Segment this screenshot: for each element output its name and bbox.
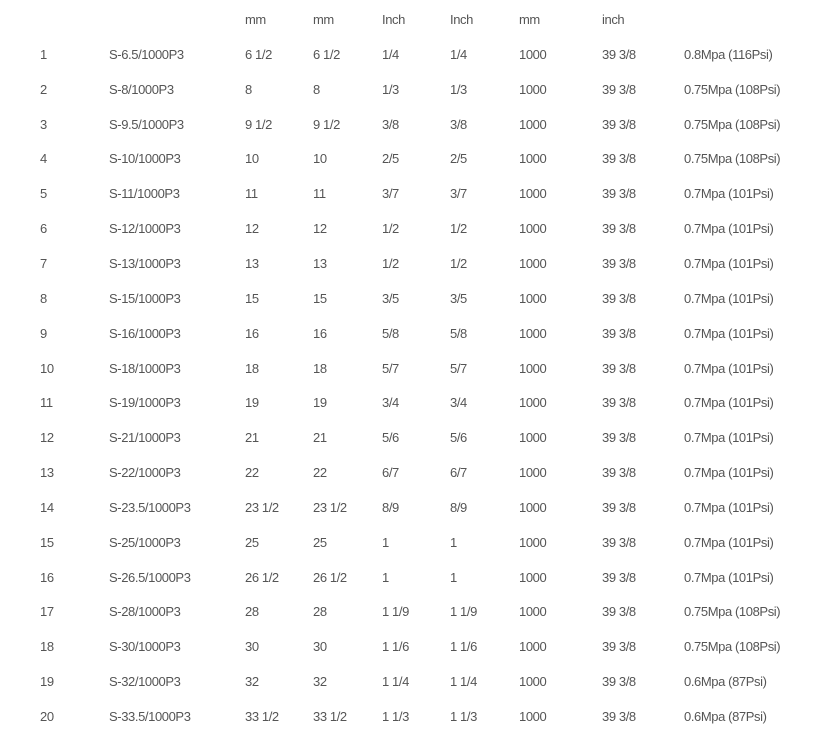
cell-row-number: 9	[40, 325, 47, 341]
cell-length-inch: 39 3/8	[602, 465, 636, 481]
cell-inner-diameter-mm: 12	[245, 221, 259, 237]
cell-inner-diameter-inch: 1 1/3	[382, 709, 409, 724]
cell-inner-diameter-inch-2: 1/3	[450, 81, 467, 97]
cell-row-number: 2	[40, 81, 47, 97]
cell-length-mm: 1000	[519, 534, 547, 550]
table-row	[0, 699, 816, 734]
cell-inner-diameter-mm-2: 11	[313, 186, 326, 202]
cell-model: S-26.5/1000P3	[109, 569, 191, 585]
cell-inner-diameter-mm: 9 1/2	[245, 116, 272, 132]
cell-inner-diameter-mm-2: 22	[313, 465, 327, 481]
cell-model: S-11/1000P3	[109, 186, 180, 202]
cell-length-inch: 39 3/8	[602, 430, 636, 446]
cell-row-number: 6	[40, 221, 47, 237]
cell-length-inch: 39 3/8	[602, 674, 636, 690]
table-row	[0, 525, 816, 560]
cell-inner-diameter-mm: 19	[245, 395, 259, 411]
table-row	[0, 664, 816, 699]
cell-length-inch: 39 3/8	[602, 81, 636, 97]
cell-length-inch: 39 3/8	[602, 360, 636, 376]
header-length-mm: mm	[519, 12, 540, 27]
cell-length-mm: 1000	[519, 430, 547, 446]
cell-inner-diameter-inch: 3/8	[382, 116, 399, 132]
table-row	[0, 351, 816, 386]
cell-inner-diameter-inch: 1 1/9	[382, 604, 409, 620]
cell-length-mm: 1000	[519, 81, 547, 97]
cell-inner-diameter-inch: 1/3	[382, 81, 399, 97]
cell-working-pressure: 0.7Mpa (101Psi)	[684, 534, 774, 550]
cell-model: S-15/1000P3	[109, 290, 181, 306]
cell-length-inch: 39 3/8	[602, 534, 636, 550]
cell-working-pressure: 0.7Mpa (101Psi)	[684, 569, 774, 585]
cell-inner-diameter-inch-2: 3/4	[450, 395, 467, 411]
cell-inner-diameter-mm: 28	[245, 604, 259, 620]
cell-inner-diameter-mm-2: 9 1/2	[313, 116, 340, 132]
cell-working-pressure: 0.75Mpa (108Psi)	[684, 116, 781, 132]
cell-inner-diameter-mm: 21	[245, 430, 259, 446]
cell-length-inch: 39 3/8	[602, 186, 636, 202]
cell-model: S-12/1000P3	[109, 221, 181, 237]
cell-inner-diameter-mm-2: 23 1/2	[313, 499, 347, 515]
cell-inner-diameter-mm-2: 12	[313, 221, 327, 237]
cell-row-number: 14	[40, 499, 54, 515]
cell-inner-diameter-inch-2: 1 1/6	[450, 639, 477, 655]
table-row	[0, 246, 816, 281]
cell-inner-diameter-mm: 32	[245, 674, 259, 690]
cell-inner-diameter-mm: 15	[245, 290, 259, 306]
cell-inner-diameter-inch: 3/5	[382, 290, 399, 306]
cell-model: S-10/1000P3	[109, 151, 181, 167]
cell-inner-diameter-inch-2: 3/7	[450, 186, 467, 202]
cell-row-number: 20	[40, 709, 54, 724]
header-inner-diameter-mm: mm	[245, 12, 266, 27]
cell-inner-diameter-mm-2: 13	[313, 255, 327, 271]
cell-inner-diameter-mm: 16	[245, 325, 259, 341]
cell-row-number: 12	[40, 430, 54, 446]
cell-inner-diameter-mm-2: 10	[313, 151, 327, 167]
cell-inner-diameter-inch-2: 5/8	[450, 325, 467, 341]
header-inner-diameter-inch-2: Inch	[450, 12, 473, 27]
header-inner-diameter-mm-2: mm	[313, 12, 334, 27]
cell-inner-diameter-inch-2: 1 1/9	[450, 604, 477, 620]
cell-model: S-21/1000P3	[109, 430, 181, 446]
cell-length-mm: 1000	[519, 604, 547, 620]
table-row	[0, 211, 816, 246]
cell-working-pressure: 0.6Mpa (87Psi)	[684, 709, 767, 724]
cell-inner-diameter-mm: 33 1/2	[245, 709, 279, 724]
cell-inner-diameter-mm: 26 1/2	[245, 569, 279, 585]
cell-inner-diameter-mm: 30	[245, 639, 259, 655]
cell-working-pressure: 0.7Mpa (101Psi)	[684, 325, 774, 341]
cell-inner-diameter-inch-2: 3/8	[450, 116, 467, 132]
cell-model: S-33.5/1000P3	[109, 709, 191, 724]
cell-length-mm: 1000	[519, 639, 547, 655]
cell-inner-diameter-mm-2: 26 1/2	[313, 569, 347, 585]
cell-length-inch: 39 3/8	[602, 116, 636, 132]
cell-length-inch: 39 3/8	[602, 325, 636, 341]
cell-length-mm: 1000	[519, 360, 547, 376]
cell-inner-diameter-inch: 2/5	[382, 151, 399, 167]
cell-row-number: 10	[40, 360, 54, 376]
cell-inner-diameter-inch-2: 1	[450, 534, 457, 550]
cell-model: S-32/1000P3	[109, 674, 181, 690]
cell-length-mm: 1000	[519, 255, 547, 271]
cell-length-mm: 1000	[519, 499, 547, 515]
cell-working-pressure: 0.6Mpa (87Psi)	[684, 674, 767, 690]
cell-length-mm: 1000	[519, 221, 547, 237]
cell-inner-diameter-mm-2: 21	[313, 430, 327, 446]
cell-working-pressure: 0.7Mpa (101Psi)	[684, 290, 774, 306]
cell-inner-diameter-inch-2: 1 1/3	[450, 709, 477, 724]
table-row	[0, 281, 816, 316]
cell-length-mm: 1000	[519, 116, 547, 132]
table-row	[0, 107, 816, 142]
cell-model: S-22/1000P3	[109, 465, 181, 481]
cell-inner-diameter-inch: 5/7	[382, 360, 399, 376]
cell-inner-diameter-mm: 6 1/2	[245, 46, 272, 62]
cell-row-number: 7	[40, 255, 47, 271]
cell-length-inch: 39 3/8	[602, 395, 636, 411]
cell-model: S-13/1000P3	[109, 255, 181, 271]
cell-length-mm: 1000	[519, 46, 547, 62]
cell-inner-diameter-mm-2: 25	[313, 534, 327, 550]
cell-model: S-8/1000P3	[109, 81, 174, 97]
cell-model: S-28/1000P3	[109, 604, 181, 620]
cell-inner-diameter-mm: 23 1/2	[245, 499, 279, 515]
cell-inner-diameter-mm-2: 19	[313, 395, 327, 411]
table-row	[0, 37, 816, 72]
cell-row-number: 18	[40, 639, 54, 655]
cell-inner-diameter-inch-2: 1/2	[450, 221, 467, 237]
cell-inner-diameter-inch: 3/7	[382, 186, 399, 202]
cell-inner-diameter-inch: 1/2	[382, 221, 399, 237]
cell-row-number: 1	[40, 46, 47, 62]
cell-inner-diameter-mm-2: 8	[313, 81, 320, 97]
cell-model: S-25/1000P3	[109, 534, 181, 550]
cell-length-mm: 1000	[519, 186, 547, 202]
cell-inner-diameter-mm-2: 18	[313, 360, 327, 376]
header-inner-diameter-inch: Inch	[382, 12, 405, 27]
cell-row-number: 17	[40, 604, 54, 620]
table-row	[0, 629, 816, 664]
cell-length-mm: 1000	[519, 151, 547, 167]
table-row	[0, 385, 816, 420]
cell-inner-diameter-inch: 6/7	[382, 465, 399, 481]
cell-inner-diameter-inch-2: 1/4	[450, 46, 467, 62]
cell-inner-diameter-inch-2: 5/6	[450, 430, 467, 446]
table-row	[0, 141, 816, 176]
cell-working-pressure: 0.7Mpa (101Psi)	[684, 360, 774, 376]
cell-inner-diameter-inch-2: 1	[450, 569, 457, 585]
cell-inner-diameter-inch-2: 6/7	[450, 465, 467, 481]
cell-working-pressure: 0.75Mpa (108Psi)	[684, 81, 781, 97]
cell-inner-diameter-inch-2: 1/2	[450, 255, 467, 271]
cell-inner-diameter-inch: 5/8	[382, 325, 399, 341]
cell-length-inch: 39 3/8	[602, 290, 636, 306]
cell-length-inch: 39 3/8	[602, 639, 636, 655]
cell-working-pressure: 0.7Mpa (101Psi)	[684, 499, 774, 515]
cell-model: S-16/1000P3	[109, 325, 181, 341]
cell-row-number: 13	[40, 465, 54, 481]
cell-inner-diameter-mm-2: 6 1/2	[313, 46, 340, 62]
cell-inner-diameter-inch: 8/9	[382, 499, 399, 515]
cell-inner-diameter-mm-2: 28	[313, 604, 327, 620]
cell-length-inch: 39 3/8	[602, 221, 636, 237]
cell-model: S-18/1000P3	[109, 360, 181, 376]
cell-inner-diameter-mm: 10	[245, 151, 259, 167]
cell-length-mm: 1000	[519, 290, 547, 306]
cell-model: S-6.5/1000P3	[109, 46, 184, 62]
table-row	[0, 455, 816, 490]
cell-working-pressure: 0.8Mpa (116Psi)	[684, 46, 773, 62]
cell-model: S-30/1000P3	[109, 639, 181, 655]
cell-length-inch: 39 3/8	[602, 569, 636, 585]
cell-inner-diameter-mm-2: 15	[313, 290, 327, 306]
cell-inner-diameter-mm-2: 16	[313, 325, 327, 341]
cell-length-inch: 39 3/8	[602, 255, 636, 271]
cell-length-inch: 39 3/8	[602, 46, 636, 62]
cell-row-number: 4	[40, 151, 47, 167]
cell-model: S-23.5/1000P3	[109, 499, 191, 515]
cell-inner-diameter-mm: 11	[245, 186, 258, 202]
cell-working-pressure: 0.7Mpa (101Psi)	[684, 430, 774, 446]
cell-length-mm: 1000	[519, 709, 547, 724]
cell-row-number: 11	[40, 395, 53, 411]
cell-working-pressure: 0.7Mpa (101Psi)	[684, 395, 774, 411]
cell-inner-diameter-inch-2: 8/9	[450, 499, 467, 515]
cell-inner-diameter-inch: 1 1/6	[382, 639, 409, 655]
cell-length-inch: 39 3/8	[602, 604, 636, 620]
cell-inner-diameter-mm-2: 30	[313, 639, 327, 655]
cell-inner-diameter-inch: 1 1/4	[382, 674, 409, 690]
cell-inner-diameter-mm: 8	[245, 81, 252, 97]
cell-row-number: 5	[40, 186, 47, 202]
cell-length-mm: 1000	[519, 569, 547, 585]
cell-inner-diameter-inch-2: 5/7	[450, 360, 467, 376]
cell-row-number: 16	[40, 569, 54, 585]
cell-length-inch: 39 3/8	[602, 709, 636, 724]
cell-inner-diameter-inch: 3/4	[382, 395, 399, 411]
cell-length-mm: 1000	[519, 395, 547, 411]
cell-working-pressure: 0.75Mpa (108Psi)	[684, 639, 781, 655]
cell-length-mm: 1000	[519, 325, 547, 341]
cell-inner-diameter-mm-2: 32	[313, 674, 327, 690]
cell-inner-diameter-inch: 1/2	[382, 255, 399, 271]
table-row	[0, 420, 816, 455]
cell-inner-diameter-mm-2: 33 1/2	[313, 709, 347, 724]
table-row	[0, 176, 816, 211]
cell-inner-diameter-mm: 22	[245, 465, 259, 481]
header-length-inch: inch	[602, 12, 625, 27]
cell-working-pressure: 0.7Mpa (101Psi)	[684, 465, 774, 481]
cell-row-number: 3	[40, 116, 47, 132]
cell-row-number: 8	[40, 290, 47, 306]
cell-working-pressure: 0.7Mpa (101Psi)	[684, 186, 774, 202]
cell-length-mm: 1000	[519, 465, 547, 481]
table-row	[0, 72, 816, 107]
cell-inner-diameter-inch-2: 1 1/4	[450, 674, 477, 690]
cell-inner-diameter-inch: 1/4	[382, 46, 399, 62]
cell-working-pressure: 0.75Mpa (108Psi)	[684, 151, 781, 167]
cell-working-pressure: 0.75Mpa (108Psi)	[684, 604, 781, 620]
table-row	[0, 560, 816, 595]
cell-working-pressure: 0.7Mpa (101Psi)	[684, 255, 774, 271]
cell-inner-diameter-mm: 25	[245, 534, 259, 550]
table-header-row	[0, 2, 816, 37]
cell-inner-diameter-inch: 5/6	[382, 430, 399, 446]
cell-inner-diameter-mm: 18	[245, 360, 259, 376]
table-row	[0, 594, 816, 629]
cell-model: S-19/1000P3	[109, 395, 181, 411]
cell-inner-diameter-mm: 13	[245, 255, 259, 271]
cell-inner-diameter-inch-2: 2/5	[450, 151, 467, 167]
cell-length-inch: 39 3/8	[602, 499, 636, 515]
table-row	[0, 490, 816, 525]
cell-model: S-9.5/1000P3	[109, 116, 184, 132]
cell-inner-diameter-inch: 1	[382, 534, 389, 550]
cell-length-inch: 39 3/8	[602, 151, 636, 167]
cell-inner-diameter-inch: 1	[382, 569, 389, 585]
cell-length-mm: 1000	[519, 674, 547, 690]
table-row	[0, 316, 816, 351]
cell-working-pressure: 0.7Mpa (101Psi)	[684, 221, 774, 237]
cell-row-number: 15	[40, 534, 54, 550]
cell-inner-diameter-inch-2: 3/5	[450, 290, 467, 306]
cell-row-number: 19	[40, 674, 54, 690]
